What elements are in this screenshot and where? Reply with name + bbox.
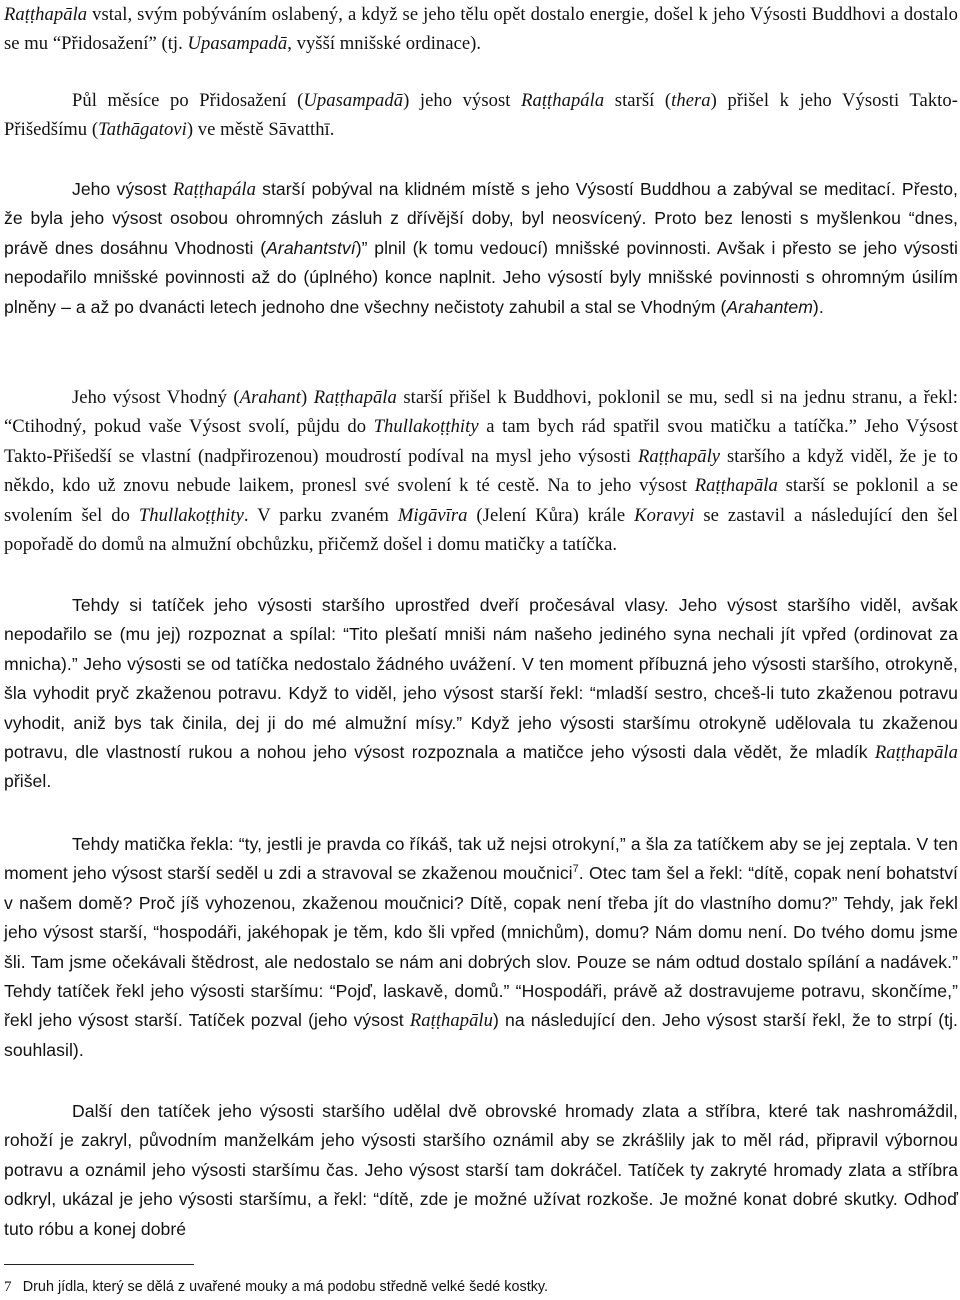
text-run: , vyšší mnišské ordinace). bbox=[287, 33, 482, 55]
pali-term: Raṭṭhapāly bbox=[638, 445, 721, 467]
text-run: (Jelení Kůra) krále bbox=[467, 504, 635, 526]
text-run: Tehdy matička řekla: “ty, jestli je pravda co říkáš, tak už nejsi otrokyní,” a šla za tatíčkem aby se jej zeptala. V ten moment jeho výsost starší seděl u zdi a stravoval se zkaženou moučnici bbox=[4, 834, 958, 884]
pali-term: Raṭṭhapāla bbox=[313, 387, 397, 408]
text-run: ) přišel k jeho Výsosti Takto-Přišedšímu ( bbox=[4, 90, 958, 141]
paragraph-6 bbox=[4, 830, 958, 1065]
text-run: se zastavil a následující den šel popořadě do domů na almužní obchůzku, přičemž došel i domu matičky a tatíčka. bbox=[4, 504, 959, 556]
pali-term: Arahantem bbox=[726, 296, 813, 317]
paragraph-3 bbox=[4, 175, 958, 322]
text-run: ) jeho výsost bbox=[403, 90, 522, 111]
text-run: ) na následující den. Jeho výsost starší řekl, že to strpí (tj. souhlasil). bbox=[4, 1010, 958, 1060]
text-run: . V parku zvaném bbox=[243, 504, 398, 526]
text-run: Tehdy si tatíček jeho výsosti staršího uprostřed dveří pročesával vlasy. Jeho výsost staršího viděl, avšak nepodařilo se (mu jej) rozpoznat a spílal: “Tito plešatí mniši nám našeho jediného syna nechali jít vpřed (ordinovat za mnicha).” Jeho výsosti se od tatíčka nedostalo žádného uvážení. V ten moment příbuzná jeho výsosti staršího, otrokyně, šla vyhodit pryč zkaženou potravu. Když to viděl, jeho výsost starší řekl: “mladší sestro, chceš-li tuto zkaženou potravu vyhodit, aniž bys tak činila, dej ji do mé almužní mísy.” Když jeho výsosti staršímu otrokyně udělovala tu zkaženou potravu, dle vlastností rukou a nohou jeho výsost rozpoznala a matičce jeho výsosti dala vědět, že mladík bbox=[4, 595, 958, 763]
pali-term: Raṭṭhapāla bbox=[4, 4, 88, 25]
pali-term: Raṭṭhapála bbox=[172, 179, 256, 200]
footnote bbox=[4, 1277, 954, 1297]
text-run: staršího a když viděl, že je to někdo, kdo už znovu nebude laikem, pronesl své svolení k té cestě. Na to jeho výsost bbox=[4, 445, 958, 497]
pali-term: Raṭṭhapála bbox=[521, 90, 605, 111]
footnote-number: 7 bbox=[4, 1279, 12, 1295]
pali-term: Migāvīra bbox=[397, 504, 468, 526]
pali-term: thera bbox=[671, 90, 711, 111]
text-run: vstal, svým pobýváním oslabený, a když se jeho tělu opět dostalo energie, došel k jeho Výsosti Buddhovi a dostalo se mu “Přidosažení” (tj. bbox=[4, 4, 958, 55]
pali-term: Upasampadā bbox=[187, 33, 288, 55]
text-run: Jeho výsost bbox=[72, 179, 173, 199]
text-run: Další den tatíček jeho výsosti staršího udělal dvě obrovské hromady zlata a stříbra, které tak nashromáždil, rohoží je zakryl, původním manželkám jeho výsosti staršího oznámil aby se zkrášlily jak to měl rád, připravil výbornou potravu a oznámil jeho výsosti staršímu čas. Jeho výsost starší tam dokráčel. Tatíček ty zakryté hromady zlata a stříbra odkryl, ukázal je jeho výsosti staršímu, a řekl: “dítě, zde je možné užívat rozkoše. Je možné konat dobré skutky. Odhoď tuto róbu a konej dobré bbox=[4, 1101, 958, 1239]
footnote-text: Druh jídla, který se dělá z uvařené mouky a má podobu středně velké šedé kostky. bbox=[22, 1279, 549, 1295]
paragraph-4 bbox=[4, 383, 958, 559]
text-run: starší se poklonil a se svolením šel do bbox=[4, 475, 958, 526]
text-run: Jeho výsost Vhodný ( bbox=[72, 387, 240, 408]
text-run: ) ve městě Sāvatthī. bbox=[186, 119, 335, 141]
pali-term: Raṭṭhapāla bbox=[874, 742, 958, 764]
paragraph-1 bbox=[4, 0, 958, 59]
text-run: . Otec tam šel a řekl: “dítě, copak není bohatství v našem domě? Proč jíš vyhozenou, zkaženou moučnici? Dítě, copak není třeba jít do vlastního domu?” Tehdy, jak řekl jeho výsost starší, “hospodáři, jakéhopak je těm, kdo šli vpřed (mnichům), domu? Nám domu není. Do tvého domu jsme šli. Tam jsme očekávali štědrost, ale nedostalo se nám ani dobrých slov. Pouze se nám odtud dostalo spílání a nadávek.” Tehdy tatíček řekl jeho výsosti staršímu: “Pojď, laskavě, domů.” “Hospodáři, právě až dostravujeme potravu, skončíme,” řekl jeho výsost starší. Tatíček pozval (jeho výsost bbox=[4, 863, 958, 1031]
footnote-divider bbox=[4, 1264, 194, 1265]
text-run: Půl měsíce po Přidosažení ( bbox=[72, 90, 304, 111]
text-run: )” plnil (k tomu vedoucí) mnišské povinnosti. Avšak i přesto se jeho výsosti nepodařilo mnišské povinnosti až do (úplného) konce naplnit. Jeho výsostí byly mnišské povinnosti s ohromným úsilím plněny – a až po dvanácti letech jednoho dne všechny nečistoty zahubil a stal se Vhodným ( bbox=[4, 237, 958, 317]
text-run: starší přišel k Buddhovi, poklonil se mu, sedl si na jednu stranu, a řekl: “Ctihodný, pokud vaše Výsost svolí, půjdu do bbox=[4, 387, 958, 438]
paragraph-5 bbox=[4, 591, 958, 797]
paragraph-7 bbox=[4, 1097, 958, 1244]
footnote-reference[interactable]: 7 bbox=[572, 863, 579, 876]
paragraph-2 bbox=[4, 86, 958, 145]
text-run: starší pobýval na klidném místě s jeho Výsostí Buddhou a zabýval se meditací. Přesto, že byla jeho výsost osobou ohromných zásluh z dřívější doby, byl neosvícený. Proto bez lenosti s myšlenkou “dnes, právě dnes dosáhnu Vhodnosti ( bbox=[4, 179, 958, 258]
pali-term: Raṭṭhapāla bbox=[694, 475, 778, 497]
text-run: ). bbox=[812, 296, 824, 317]
pali-term: Arahant bbox=[239, 387, 301, 408]
pali-term: Raṭṭhapālu bbox=[409, 1010, 493, 1032]
pali-term: Tathāgatovi bbox=[98, 119, 187, 141]
pali-term: Arahantství bbox=[266, 237, 356, 258]
pali-term: Upasampadā bbox=[303, 90, 404, 111]
text-run: starší ( bbox=[604, 90, 672, 111]
text-run: přišel. bbox=[4, 771, 52, 792]
pali-term: Thullakoṭṭhity bbox=[138, 504, 244, 526]
text-run: a tam bych rád spatřil svou matičku a tatíčka.” Jeho Výsost Takto-Přišedší se vlastní (nadpřirozenou) moudrostí podíval na mysl jeho výsosti bbox=[4, 416, 959, 467]
pali-term: Koravyi bbox=[634, 504, 695, 526]
text-run: ) bbox=[300, 387, 314, 408]
pali-term: Thullakoṭṭhity bbox=[373, 416, 479, 438]
